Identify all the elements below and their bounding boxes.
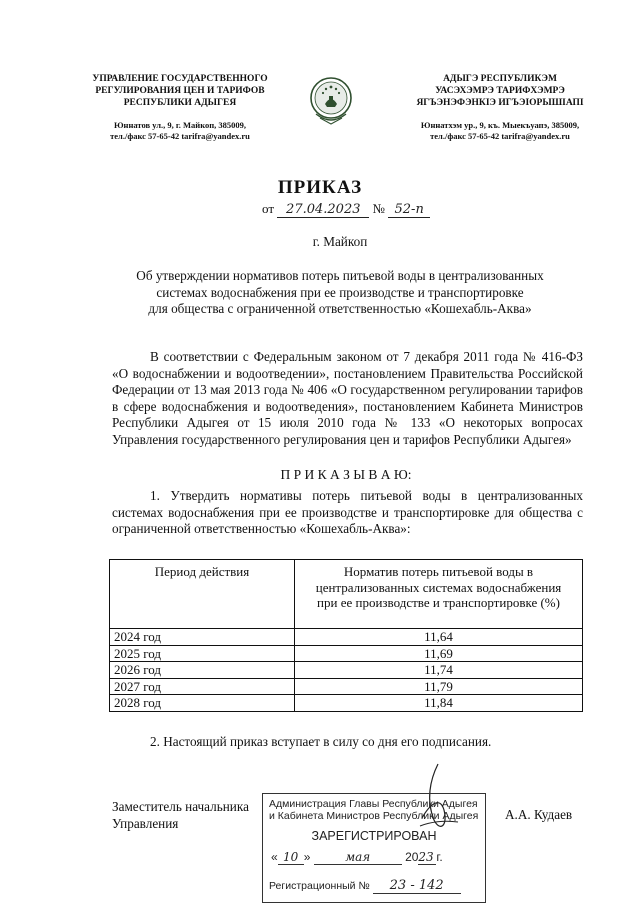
header-right bbox=[380, 73, 620, 142]
doc-city: г. Майкоп bbox=[312, 234, 368, 249]
cell-period: 2027 год bbox=[110, 678, 295, 695]
cell-value: 11,74 bbox=[295, 662, 583, 679]
date-number-line bbox=[262, 201, 442, 218]
stamp-reg-number: 23 - 142 bbox=[373, 878, 461, 894]
stamp-status: ЗАРЕГИСТРИРОВАН bbox=[311, 829, 437, 843]
item-2-paragraph: 2. Настоящий приказ вступает в силу со дня его подписания. bbox=[150, 734, 492, 749]
position-line: Управления bbox=[112, 815, 179, 831]
subject-line: системах водоснабжения при ее производстве и транспортировке bbox=[156, 284, 524, 300]
table-row bbox=[110, 695, 583, 712]
item-1-paragraph: 1. Утвердить нормативы потерь питьевой воды в централизованных системах водоснабжения при ее производстве и транспортировке для общества с ограниченной ответственностью «Кошехабль-Аква»: bbox=[112, 488, 583, 536]
cell-period: 2025 год bbox=[110, 645, 295, 662]
stamp-year-suffix: 23 bbox=[418, 850, 436, 865]
order-word: П Р И К А З Ы В А Ю: bbox=[280, 467, 412, 482]
org-address: Юннатов ул., 9, г. Майкоп, 385009, bbox=[113, 120, 247, 130]
col-header-norm bbox=[295, 560, 583, 629]
cell-value: 11,84 bbox=[295, 695, 583, 712]
cell-value: 11,79 bbox=[295, 678, 583, 695]
cell-period: 2026 год bbox=[110, 662, 295, 679]
stamp-org bbox=[269, 798, 481, 822]
coat-of-arms-emblem bbox=[306, 74, 356, 130]
table-row bbox=[110, 629, 583, 646]
org-line-adyghe: ЯГЪЭНЭФЭНКIЭ ИГЪЭIОРЫШIАПI bbox=[416, 98, 584, 108]
stamp-org-line: Администрация Главы Республики Адыгея bbox=[269, 798, 478, 810]
org-contact-adyghe: тел./факс 57-65-42 tarifra@yandex.ru bbox=[430, 131, 570, 141]
cell-period: 2028 год bbox=[110, 695, 295, 712]
preamble-paragraph: В соответствии с Федеральным законом от 7 декабря 2011 года № 416-ФЗ «О водоснабжении и водоотведении», постановлением Правительства Российской Федерации от 13 мая 2013 года № 406 «О государственном регулировании тарифов в сфере водоснабжения и водоотведения», постановлением Кабинета Министров Республики Адыгея от 15 июля 2010 года № 133 «О некоторых вопросах Управления государственного регулирования цен и тарифов Республики Адыгея» bbox=[112, 349, 583, 447]
doc-subject bbox=[70, 268, 610, 318]
org-line-adyghe: УАСЭХЭМРЭ ТАРИФХЭМРЭ bbox=[435, 86, 565, 96]
col-header-line: при ее производстве и транспортировке (%) bbox=[317, 595, 560, 610]
stamp-reg-line bbox=[269, 878, 481, 894]
table-row bbox=[110, 678, 583, 695]
subject-line: Об утверждении нормативов потерь питьевой воды в централизованных bbox=[136, 268, 544, 283]
org-line: РЕГУЛИРОВАНИЯ ЦЕН И ТАРИФОВ bbox=[95, 86, 265, 96]
stamp-day: 10 bbox=[278, 850, 304, 865]
table-row bbox=[110, 662, 583, 679]
stamp-org-line: и Кабинета Министров Республики Адыгея bbox=[269, 810, 479, 822]
position-line: Заместитель начальника bbox=[112, 799, 249, 814]
cell-value: 11,69 bbox=[295, 645, 583, 662]
org-address-adyghe: Юннатхэм ур., 9, къ. Мыекъуапэ, 385009, bbox=[420, 120, 580, 130]
org-line-adyghe: АДЫГЭ РЕСПУБЛИКЭМ bbox=[443, 74, 557, 84]
col-header-line: централизованных системах водоснабжения bbox=[315, 579, 562, 595]
stamp-date-line: « 10 » мая 2023 г. bbox=[271, 850, 443, 864]
stamp-year-g: г. bbox=[436, 850, 443, 864]
cell-period: 2024 год bbox=[110, 629, 295, 646]
col-header-line: Норматив потерь питьевой воды в bbox=[343, 564, 534, 579]
col-header-period: Период действия bbox=[110, 560, 295, 629]
doc-number: 52-п bbox=[388, 202, 430, 218]
date-prefix: от bbox=[262, 201, 275, 216]
cell-value: 11,64 bbox=[295, 629, 583, 646]
table-row bbox=[110, 645, 583, 662]
subject-line: для общества с ограниченной ответственностью «Кошехабль-Аква» bbox=[148, 301, 532, 316]
table-header-row bbox=[110, 560, 583, 629]
stamp-reg-label: Регистрационный № bbox=[269, 880, 370, 892]
norms-table bbox=[109, 559, 583, 712]
signer-name: А.А. Кудаев bbox=[505, 807, 573, 822]
stamp-year-prefix: 20 bbox=[405, 850, 419, 864]
org-line: РЕСПУБЛИКИ АДЫГЕЯ bbox=[123, 98, 237, 108]
stamp-month: мая bbox=[314, 850, 402, 865]
signer-position bbox=[112, 799, 272, 832]
org-contact: тел./факс 57-65-42 tarifra@yandex.ru bbox=[110, 131, 250, 141]
doc-title: ПРИКАЗ bbox=[277, 177, 363, 198]
org-line: УПРАВЛЕНИЕ ГОСУДАРСТВЕННОГО bbox=[92, 74, 268, 84]
header-left bbox=[60, 73, 300, 142]
doc-date: 27.04.2023 bbox=[277, 202, 369, 218]
registration-stamp bbox=[262, 793, 486, 903]
number-prefix: № bbox=[372, 201, 385, 216]
